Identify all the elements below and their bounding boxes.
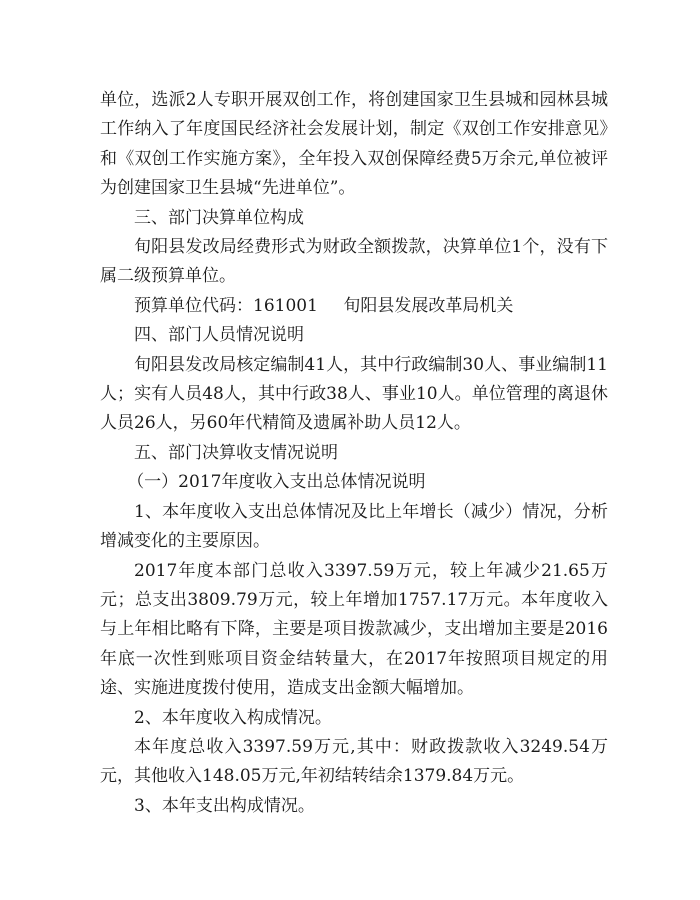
document-body	[100, 86, 608, 821]
paragraph-overview-item: 1、本年度收入支出总体情况及比上年增长（减少）情况，分析增减变化的主要原因。	[100, 501, 608, 552]
budget-code: 预算单位代码：161001	[134, 295, 318, 316]
paragraph-double-creation: 单位，选派2人专职开展双创工作，将创建国家卫生县城和园林县城工作纳入了年度国民经济社会发展计划，制定《双创工作安排意见》和《双创工作实施方案》，全年投入双创保障经费5万余元,单位被评为创建国家卫生县城“先进单位”。	[100, 90, 608, 199]
section-heading-units: 三、部门决算单位构成	[134, 207, 304, 228]
paragraph-income-item: 2、本年度收入构成情况。	[134, 707, 332, 728]
paragraph-expense-item: 3、本年支出构成情况。	[134, 795, 315, 816]
paragraph-overview-detail: 2017年度本部门总收入3397.59万元，较上年减少21.65万元；总支出3809.79万元，较上年增加1757.17万元。本年度收入与上年相比略有下降，主要是项目拨款减少，支出增加主要是2016年底一次性到账项目资金结转量大，在2017年按照项目规定的用途、实施进度拨付使用，造成支出金额大幅增加。	[100, 560, 608, 699]
paragraph-income-detail: 本年度总收入3397.59万元,其中：财政拨款收入3249.54万元，其他收入148.05万元,年初结转结余1379.84万元。	[100, 736, 608, 787]
subsection-heading-overview: （一）2017年度收入支出总体情况说明	[127, 472, 426, 493]
section-heading-staff: 四、部门人员情况说明	[134, 325, 304, 346]
paragraph-staff: 旬阳县发改局核定编制41人，其中行政编制30人、事业编制11人；实有人员48人，其中行政38人、事业10人。单位管理的离退休人员26人，另60年代精简及遗属补助人员12人。	[100, 354, 608, 434]
section-heading-finance: 五、部门决算收支情况说明	[134, 442, 338, 463]
paragraph-unit-composition: 旬阳县发改局经费形式为财政全额拨款，决算单位1个，没有下属二级预算单位。	[100, 237, 608, 287]
paragraph-budget-code	[100, 292, 608, 321]
budget-unit-name: 旬阳县发展改革局机关	[343, 295, 514, 316]
